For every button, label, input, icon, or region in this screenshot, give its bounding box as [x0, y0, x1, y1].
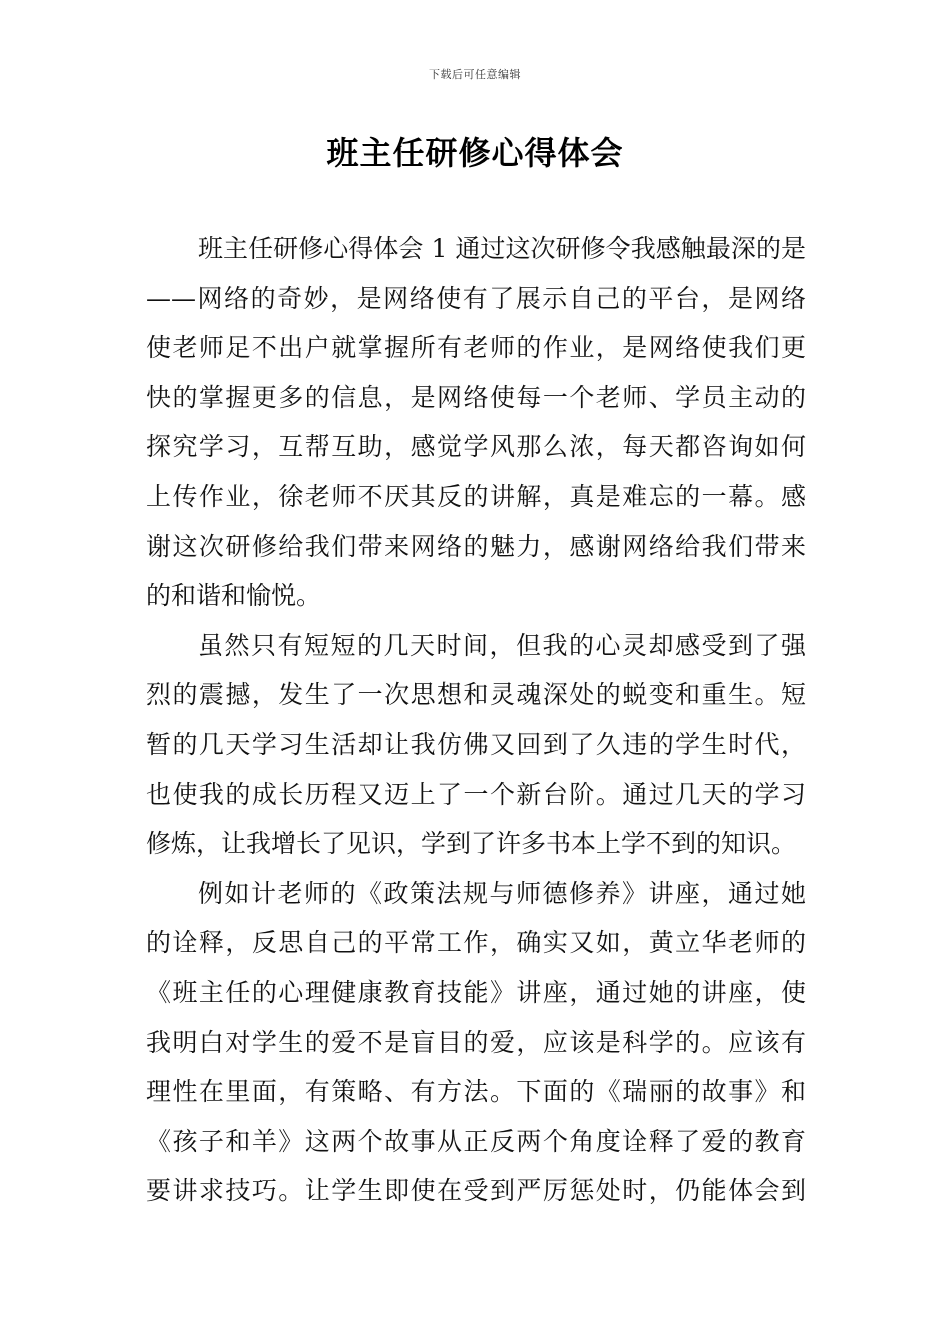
paragraph-3-line: 例如计老师的《政策法规与师德修养》讲座，通过她: [198, 878, 806, 908]
paragraph-3-line: 《孩子和羊》这两个故事从正反两个角度诠释了爱的教育: [146, 1126, 806, 1156]
paragraph-3-line: 的诠释，反思自己的平常工作，确实又如，黄立华老师的: [146, 928, 806, 958]
paragraph-2-line: 虽然只有短短的几天时间，但我的心灵却感受到了强: [198, 630, 806, 660]
paragraph-3-line: 要讲求技巧。让学生即使在受到严厉惩处时，仍能体会到: [146, 1176, 806, 1206]
paragraph-2-line: 暂的几天学习生活却让我仿佛又回到了久违的学生时代，: [146, 729, 806, 759]
paragraph-1-line: 的和谐和愉悦。: [146, 581, 322, 611]
paragraph-1-line: 快的掌握更多的信息，是网络使每一个老师、学员主动的: [146, 382, 806, 412]
paragraph-1-line: 探究学习，互帮互助，感觉学风那么浓，每天都咨询如何: [146, 432, 806, 462]
paragraph-3-line: 我明白对学生的爱不是盲目的爱，应该是科学的。应该有: [146, 1027, 806, 1057]
paragraph-2-line: 烈的震撼，发生了一次思想和灵魂深处的蜕变和重生。短: [146, 680, 806, 710]
paragraph-1-line: 班主任研修心得体会 1 通过这次研修令我感触最深的是: [198, 234, 806, 263]
paragraph-3-line: 理性在里面，有策略、有方法。下面的《瑞丽的故事》和: [146, 1077, 806, 1107]
paragraph-3-line: 《班主任的心理健康教育技能》讲座，通过她的讲座，使: [146, 977, 806, 1007]
paragraph-2-line: 也使我的成长历程又迈上了一个新台阶。通过几天的学习: [146, 779, 806, 809]
document-title: 班主任研修心得体会: [326, 134, 624, 172]
paragraph-1-line: 谢这次研修给我们带来网络的魅力，感谢网络给我们带来: [146, 531, 806, 561]
paragraph-2-line: 修炼，让我增长了见识，学到了许多书本上学不到的知识。: [146, 829, 797, 859]
paragraph-1-line: 使老师足不出户就掌握所有老师的作业，是网络使我们更: [146, 333, 806, 363]
paragraph-1-line: 上传作业，徐老师不厌其反的讲解，真是难忘的一幕。感: [146, 481, 806, 511]
paragraph-1-line: ——网络的奇妙，是网络使有了展示自己的平台，是网络: [146, 283, 806, 313]
document-body: [146, 224, 806, 1216]
header-note: 下载后可任意编辑: [429, 68, 521, 81]
